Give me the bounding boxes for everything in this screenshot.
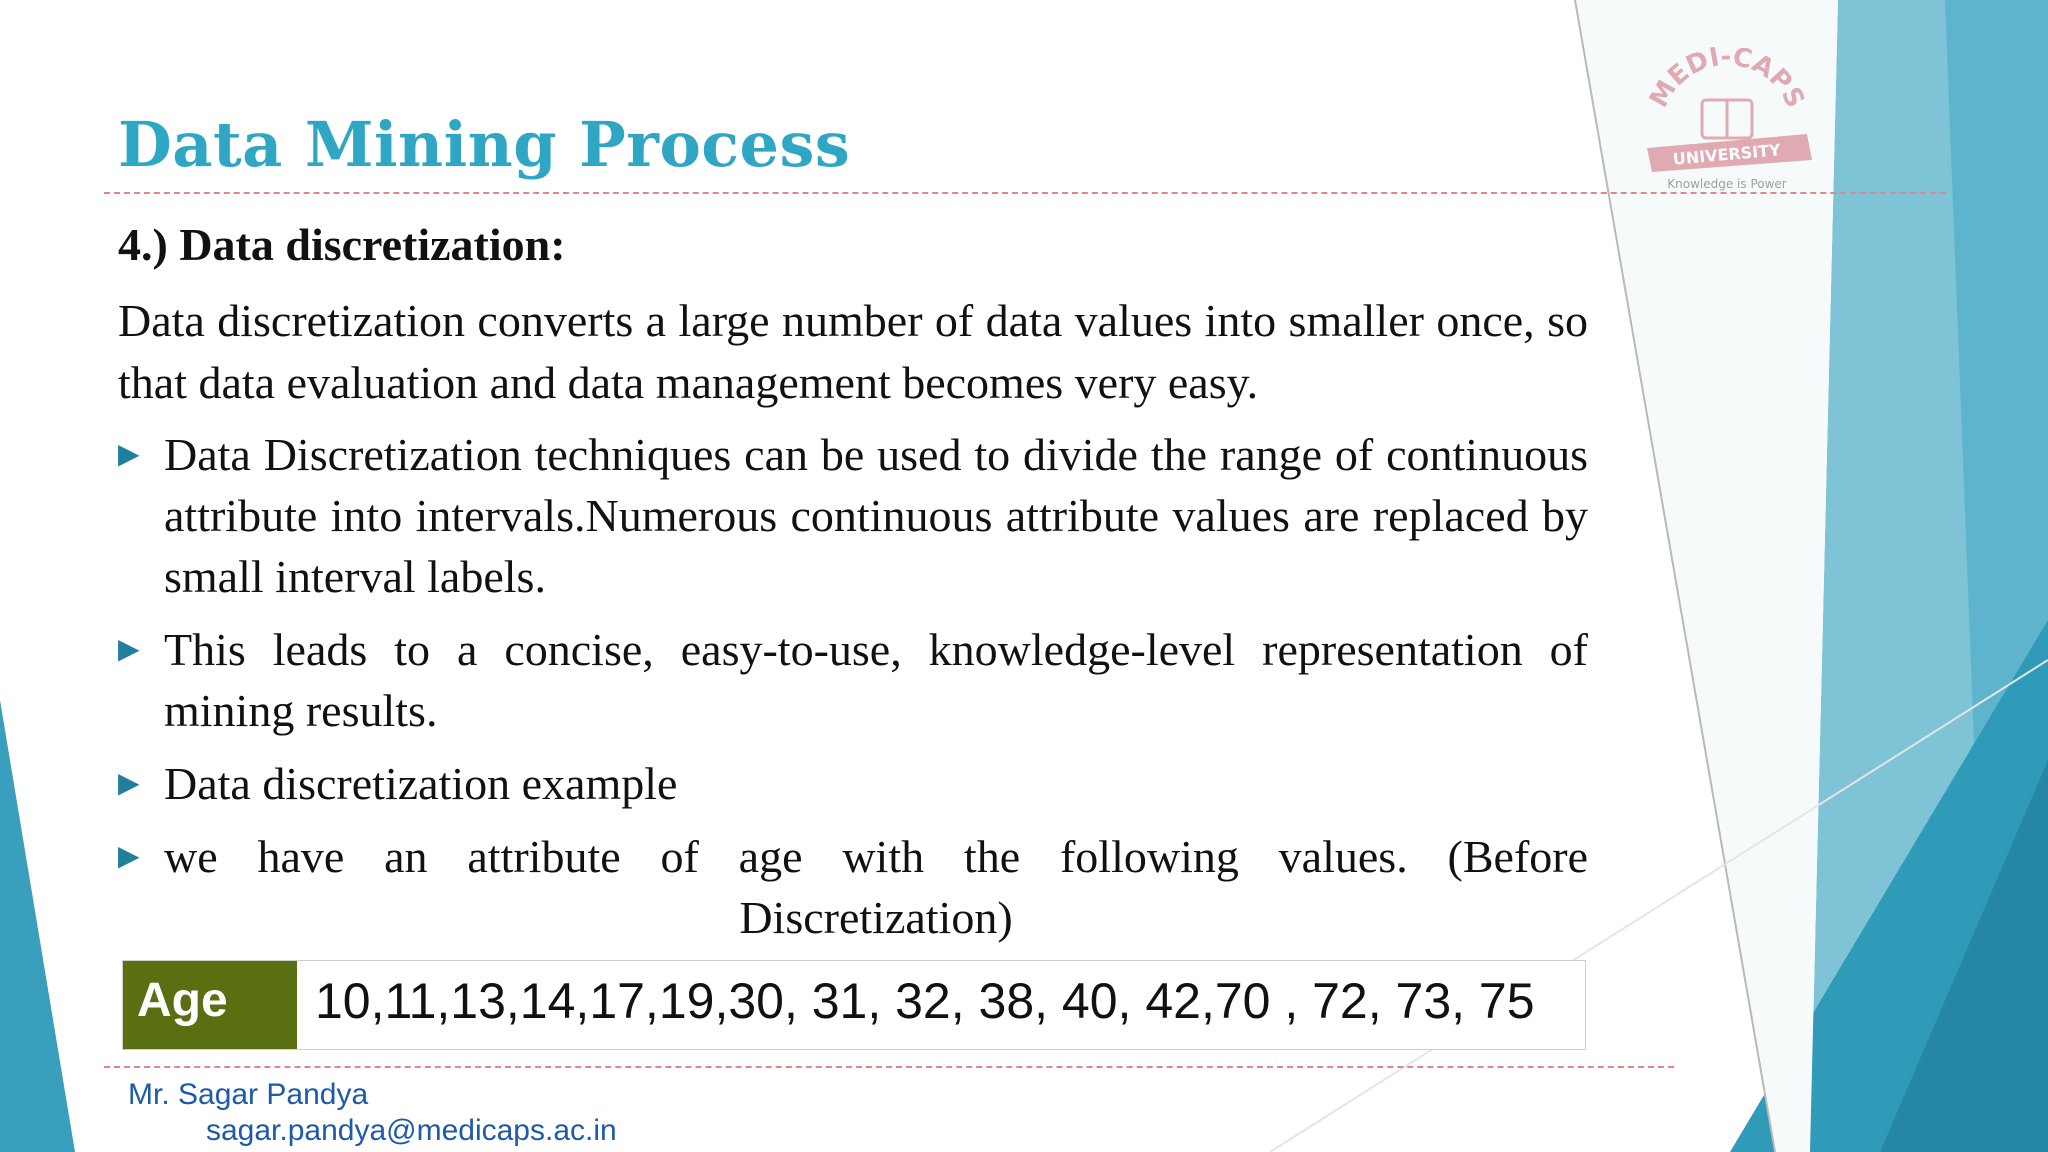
section-heading: 4.) Data discretization: xyxy=(118,219,566,270)
bullet-text: Data Discretization techniques can be used to divide the range of continuous attribute into intervals.Numerous continuous attribute values are replaced by small interval labels. xyxy=(164,429,1588,602)
bullet-text: we have an attribute of age with the following values. (Before Discretization) xyxy=(164,831,1588,943)
footer-email: sagar.pandya@medicaps.ac.in xyxy=(206,1114,617,1147)
svg-text:Knowledge is Power: Knowledge is Power xyxy=(1667,177,1787,191)
bullet-arrow-icon: ▶ xyxy=(118,634,140,665)
bullet-item xyxy=(118,619,1588,741)
intro-paragraph: Data discretization converts a large number of data values into smaller once, so that data evaluation and data management becomes very easy. xyxy=(118,295,1588,408)
age-values-cell: 10,11,13,14,17,19,30, 31, 32, 38, 40, 42,70 , 72, 73, 75 xyxy=(315,973,1535,1029)
bullet-item xyxy=(118,826,1588,948)
logo-arc-text: MEDI-CAPS xyxy=(1644,41,1810,113)
age-label-cell: Age xyxy=(123,961,297,1049)
university-logo xyxy=(1622,30,1832,195)
title-divider xyxy=(104,192,1946,194)
bullet-text: This leads to a concise, easy-to-use, knowledge-level representation of mining results. xyxy=(164,624,1588,736)
left-accent-shape xyxy=(0,700,75,1152)
footer-author: Mr. Sagar Pandya xyxy=(128,1078,369,1111)
bullet-item xyxy=(118,753,1588,814)
age-values-table xyxy=(122,960,1586,1050)
svg-text:UNIVERSITY: UNIVERSITY xyxy=(1672,140,1782,169)
bullet-arrow-icon: ▶ xyxy=(118,768,140,799)
bullet-arrow-icon: ▶ xyxy=(118,841,140,872)
bullet-text: Data discretization example xyxy=(164,758,678,809)
slide-title: Data Mining Process xyxy=(118,108,851,181)
bullet-list xyxy=(118,424,1588,960)
bullet-arrow-icon: ▶ xyxy=(118,439,140,470)
bullet-item xyxy=(118,424,1588,607)
footer-divider xyxy=(104,1066,1674,1068)
